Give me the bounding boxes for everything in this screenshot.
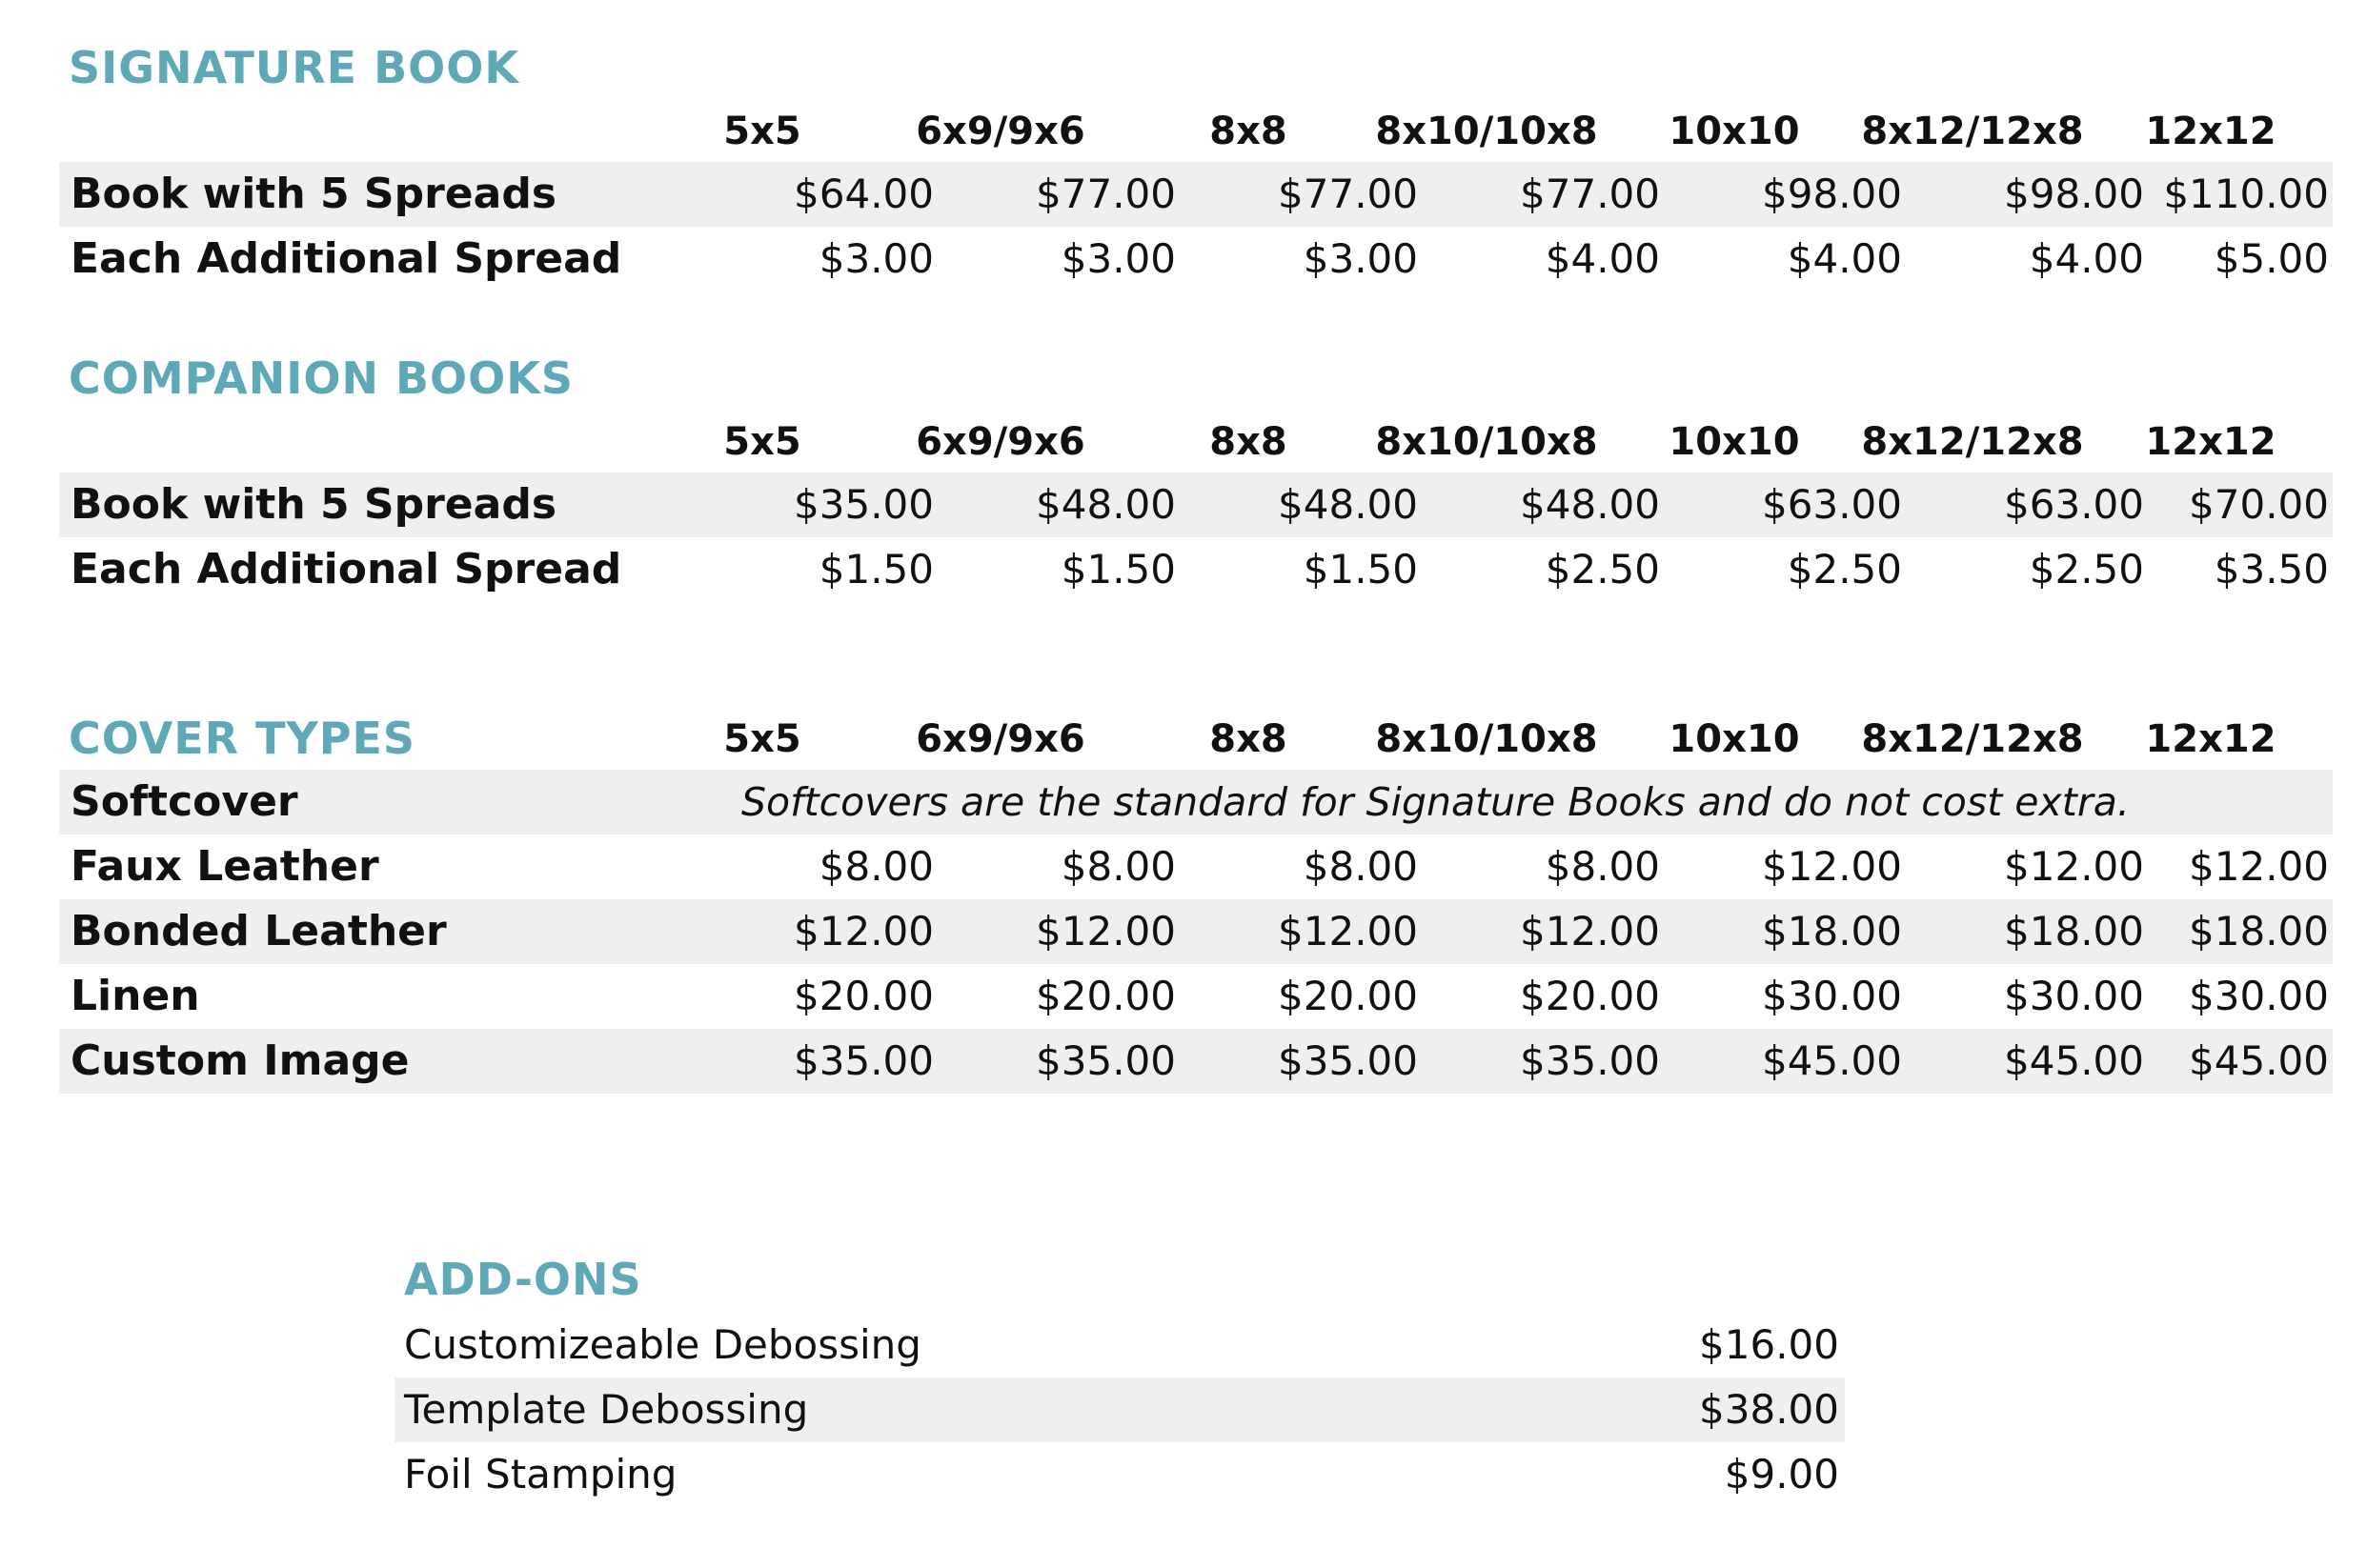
signature-book-header-row — [0, 99, 2367, 164]
price-cell: $30.00 — [2004, 973, 2144, 1019]
column-header: 10x10 — [1669, 420, 1800, 464]
price-cell: $12.00 — [2004, 843, 2144, 890]
price-cell: $4.00 — [1545, 235, 1660, 282]
column-header: 5x5 — [723, 717, 801, 761]
price-cell: $2.50 — [1787, 546, 1902, 593]
price-cell: $64.00 — [794, 171, 934, 217]
add-ons-title: ADD-ONS — [404, 1254, 642, 1305]
addon-price: $9.00 — [1724, 1451, 1839, 1498]
table-row — [59, 899, 2333, 964]
price-cell: $30.00 — [1762, 973, 1902, 1019]
price-cell: $18.00 — [2189, 908, 2329, 955]
column-header: 12x12 — [2145, 420, 2276, 464]
column-header: 6x9/9x6 — [916, 110, 1085, 153]
price-cell: $35.00 — [794, 1037, 934, 1084]
table-row — [59, 537, 2333, 602]
addon-label: Template Debossing — [404, 1386, 809, 1433]
row-label: Each Additional Spread — [71, 234, 622, 283]
price-cell: $48.00 — [1036, 481, 1176, 528]
column-header: 8x8 — [1209, 717, 1287, 761]
column-header: 10x10 — [1669, 110, 1800, 153]
list-item — [394, 1377, 1845, 1442]
price-cell: $70.00 — [2189, 481, 2329, 528]
price-cell: $8.00 — [1303, 843, 1418, 890]
price-cell: $35.00 — [794, 481, 934, 528]
cover-types-header-row — [0, 707, 2367, 772]
row-label: Each Additional Spread — [71, 545, 622, 593]
price-cell: $63.00 — [1762, 481, 1902, 528]
price-cell: $12.00 — [1762, 843, 1902, 890]
price-cell: $35.00 — [1036, 1037, 1176, 1084]
row-label: Faux Leather — [71, 842, 379, 891]
price-cell: $48.00 — [1520, 481, 1660, 528]
table-row — [59, 162, 2333, 227]
price-cell: $3.00 — [819, 235, 934, 282]
row-label: Custom Image — [71, 1036, 410, 1085]
table-row — [59, 472, 2333, 537]
row-label: Bonded Leather — [71, 907, 447, 955]
price-cell: $35.00 — [1520, 1037, 1660, 1084]
column-header: 8x10/10x8 — [1375, 717, 1598, 761]
companion-books-title: COMPANION BOOKS — [69, 352, 575, 404]
price-cell: $98.00 — [2004, 171, 2144, 217]
addon-price: $16.00 — [1699, 1321, 1839, 1368]
addon-label: Foil Stamping — [404, 1451, 678, 1498]
price-cell: $1.50 — [1061, 546, 1176, 593]
price-cell: $12.00 — [1520, 908, 1660, 955]
addon-price: $38.00 — [1699, 1386, 1839, 1433]
price-cell: $5.00 — [2214, 235, 2329, 282]
price-cell: $20.00 — [1520, 973, 1660, 1019]
list-item — [394, 1313, 1845, 1377]
price-cell: $1.50 — [819, 546, 934, 593]
column-header: 6x9/9x6 — [916, 420, 1085, 464]
companion-books-header-row — [0, 410, 2367, 474]
price-cell: $35.00 — [1278, 1037, 1418, 1084]
price-cell: $12.00 — [2189, 843, 2329, 890]
row-label: Book with 5 Spreads — [71, 480, 557, 529]
table-row — [59, 1029, 2333, 1094]
price-cell: $3.00 — [1061, 235, 1176, 282]
row-label: Book with 5 Spreads — [71, 170, 557, 218]
price-cell: $18.00 — [1762, 908, 1902, 955]
price-cell: $8.00 — [1061, 843, 1176, 890]
price-cell: $63.00 — [2004, 481, 2144, 528]
price-cell: $48.00 — [1278, 481, 1418, 528]
column-header: 12x12 — [2145, 717, 2276, 761]
table-row — [59, 964, 2333, 1029]
price-cell: $20.00 — [1278, 973, 1418, 1019]
table-row — [59, 227, 2333, 291]
list-item — [394, 1442, 1845, 1507]
column-header: 8x12/12x8 — [1861, 717, 2084, 761]
price-cell: $77.00 — [1278, 171, 1418, 217]
price-cell: $77.00 — [1520, 171, 1660, 217]
price-cell: $18.00 — [2004, 908, 2144, 955]
price-cell: $12.00 — [1036, 908, 1176, 955]
price-cell: $45.00 — [2189, 1037, 2329, 1084]
column-header: 6x9/9x6 — [916, 717, 1085, 761]
row-label: Linen — [71, 972, 200, 1020]
price-cell: $4.00 — [2029, 235, 2144, 282]
price-cell: $2.50 — [2029, 546, 2144, 593]
price-cell: $98.00 — [1762, 171, 1902, 217]
price-cell: $20.00 — [794, 973, 934, 1019]
price-cell: $3.00 — [1303, 235, 1418, 282]
softcover-note: Softcovers are the standard for Signature Books and do not cost extra. — [741, 779, 2130, 825]
price-cell: $4.00 — [1787, 235, 1902, 282]
price-cell: $12.00 — [1278, 908, 1418, 955]
price-cell: $2.50 — [1545, 546, 1660, 593]
price-cell: $45.00 — [2004, 1037, 2144, 1084]
column-header: 8x8 — [1209, 420, 1287, 464]
column-header: 8x8 — [1209, 110, 1287, 153]
column-header: 8x10/10x8 — [1375, 420, 1598, 464]
cover-types-title: COVER TYPES — [69, 713, 416, 764]
column-header: 8x12/12x8 — [1861, 420, 2084, 464]
price-cell: $3.50 — [2214, 546, 2329, 593]
table-row — [59, 834, 2333, 899]
price-cell: $8.00 — [1545, 843, 1660, 890]
price-cell: $30.00 — [2189, 973, 2329, 1019]
column-header: 5x5 — [723, 420, 801, 464]
row-label: Softcover — [71, 777, 298, 826]
signature-book-title: SIGNATURE BOOK — [69, 42, 520, 93]
price-cell: $12.00 — [794, 908, 934, 955]
column-header: 12x12 — [2145, 110, 2276, 153]
column-header: 8x10/10x8 — [1375, 110, 1598, 153]
column-header: 5x5 — [723, 110, 801, 153]
price-cell: $45.00 — [1762, 1037, 1902, 1084]
table-row-softcover — [59, 770, 2333, 834]
addon-label: Customizeable Debossing — [404, 1321, 921, 1368]
price-cell: $1.50 — [1303, 546, 1418, 593]
price-cell: $20.00 — [1036, 973, 1176, 1019]
column-header: 10x10 — [1669, 717, 1800, 761]
price-cell: $77.00 — [1036, 171, 1176, 217]
price-cell: $8.00 — [819, 843, 934, 890]
column-header: 8x12/12x8 — [1861, 110, 2084, 153]
price-cell: $110.00 — [2163, 171, 2329, 217]
